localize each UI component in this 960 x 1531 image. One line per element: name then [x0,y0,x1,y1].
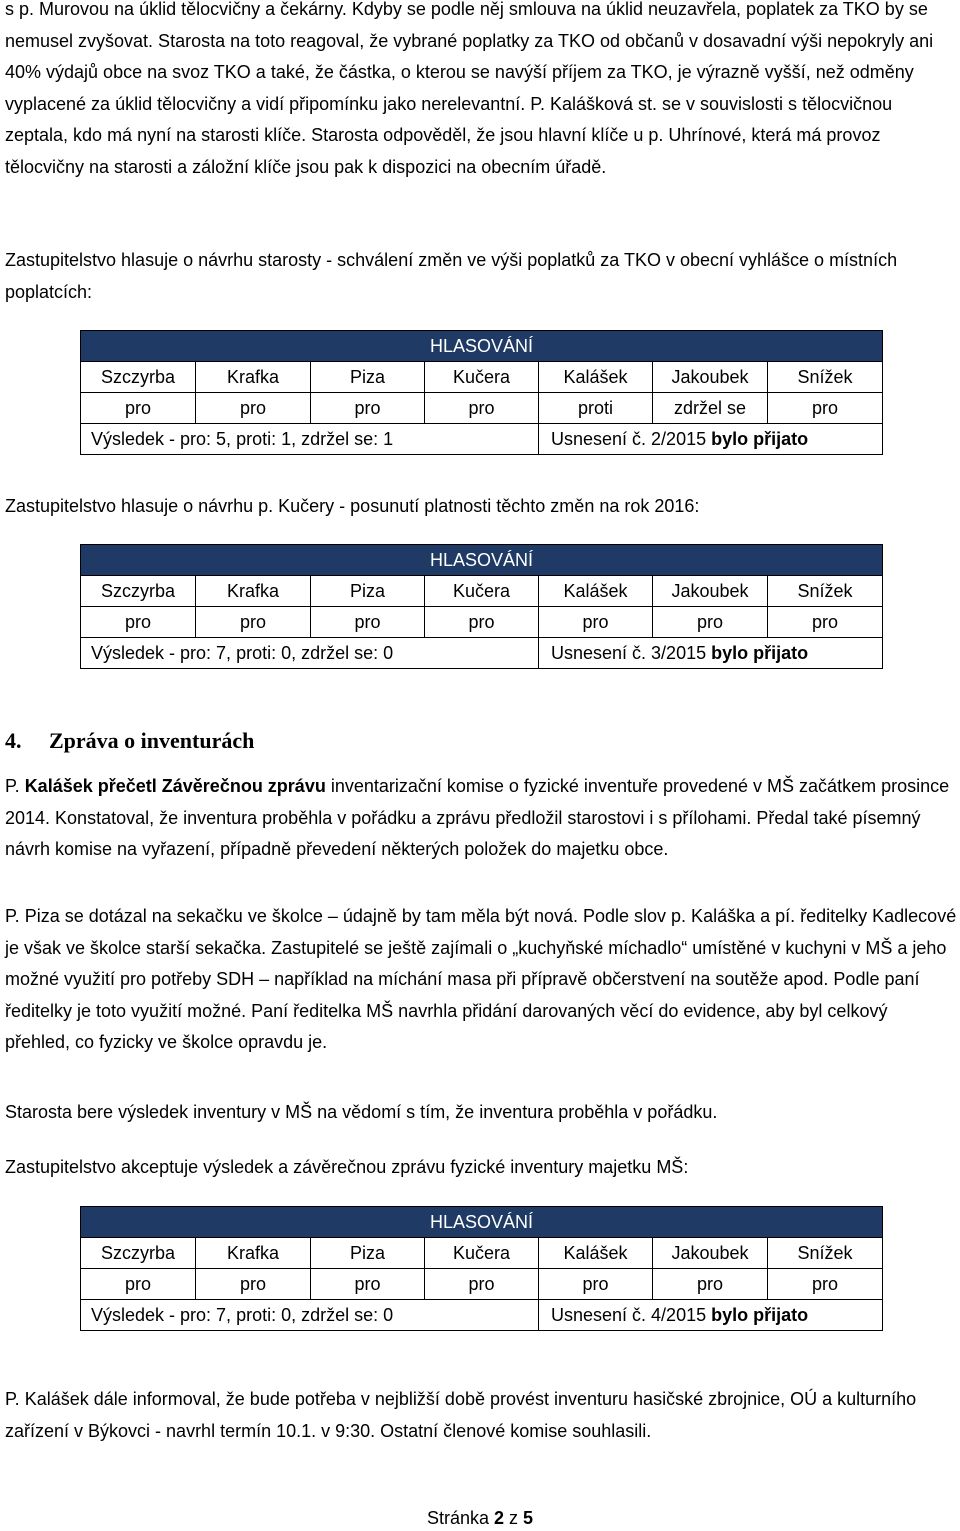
vote-value: pro [311,1269,425,1300]
member-name: Kalášek [539,576,653,607]
vote-table-1 [80,330,883,455]
vote-value: proti [539,393,653,424]
footer-separator: z [504,1508,524,1528]
member-name: Piza [311,362,425,393]
resolution-outcome: bylo přijato [711,642,809,663]
vote-value: pro [196,607,311,638]
resolution-status [539,424,883,455]
total-page-count: 5 [523,1508,534,1528]
vote-value: pro [311,393,425,424]
vote-value: pro [81,393,196,424]
paragraph-tko-discussion [5,0,957,183]
vote-value: zdržel se [653,393,768,424]
vote-result: Výsledek - pro: 7, proti: 0, zdržel se: 0 [81,638,539,669]
resolution-outcome: bylo přijato [711,1304,809,1325]
current-page-number: 2 [494,1508,505,1528]
section-heading [5,728,254,754]
member-name: Jakoubek [653,576,768,607]
member-name: Snížek [768,1238,883,1269]
vote-header: HLASOVÁNÍ [81,545,883,576]
vote-value: pro [425,607,539,638]
member-name: Krafka [196,362,311,393]
resolution-outcome: bylo přijato [711,428,809,449]
paragraph-text: inventarizační komise o fyzické inventuře provedené v MŠ začátkem prosince 2014. Konstatoval, že inventura proběhla v pořádku a zprávu předložil starostovi i s přílohami. Předal také písemný návrh komise na vyřazení, případně převedení některých položek do majetku obce. [5,776,950,859]
vote-value: pro [768,393,883,424]
member-name: Snížek [768,576,883,607]
resolution-status [539,638,883,669]
paragraph-text: s p. Murovou na úklid tělocvičny a čekárny. Kdyby se podle něj smlouva na úklid neuzavřela, poplatek za TKO by se nemusel zvyšovat. Starosta na toto reagoval, že vybrané poplatky za TKO od občanů v dosavadní výši nepokryly ani 40% výdajů obce na svoz TKO a také, že částka, o kterou se navýší příjem za TKO, je výrazně vyšší, než odměny vyplacené za úklid tělocvičny a vidí připomínku jako nerelevantní. P. Kalášková st. se v souvislosti s tělocvičnou zeptala, kdo má nyní na starosti klíče. Starosta odpověděl, že jsou hlavní klíče u p. Uhrínové, která má provoz tělocvičny na starosti a záložní klíče jsou pak k dispozici na obecním úřadě. [5,0,934,177]
vote-table-3 [80,1206,883,1331]
vote-value: pro [539,607,653,638]
member-name: Szczyrba [81,1238,196,1269]
member-name: Szczyrba [81,576,196,607]
member-name: Krafka [196,576,311,607]
member-name: Jakoubek [653,362,768,393]
paragraph-inventory-report [5,771,957,866]
section-title: Zpráva o inventurách [49,728,255,753]
vote-result: Výsledek - pro: 7, proti: 0, zdržel se: 0 [81,1300,539,1331]
paragraph-next-inventory [5,1384,957,1447]
page-footer [0,1508,960,1529]
vote-value: pro [311,607,425,638]
footer-label: Stránka [426,1508,494,1528]
section-number: 4. [5,728,22,753]
member-name: Kalášek [539,1238,653,1269]
member-name: Jakoubek [653,1238,768,1269]
vote-value: pro [539,1269,653,1300]
paragraph-text: Zastupitelstvo hlasuje o návrhu p. Kučery - posunutí platnosti těchto změn na rok 2016: [5,496,700,516]
member-name: Piza [311,1238,425,1269]
vote-header: HLASOVÁNÍ [81,1207,883,1238]
member-name: Kučera [425,1238,539,1269]
resolution-number: Usnesení č. 2/2015 [551,428,712,449]
vote-header: HLASOVÁNÍ [81,331,883,362]
resolution-status [539,1300,883,1331]
paragraph-text: P. Piza se dotázal na sekačku ve školce – údajně by tam měla být nová. Podle slov p. Kaláška a pí. ředitelky Kadlecové je však ve školce starší sekačka. Zastupitelé se ještě zajímali o „kuchyňské míchadlo“ umístěné v kuchyni v MŠ a jeho možné využití pro potřeby SDH – například na míchání masa při přípravě občerstvení na soutěže apod. Podle paní ředitelky je toto využití možné. Paní ředitelka MŠ navrhla přidání darovaných věcí do evidence, aby byl celkový přehled, co fyzicky ve školce opravdu je. [5,906,957,1052]
vote-value: pro [425,1269,539,1300]
paragraph-text: P. [5,776,25,796]
vote-value: pro [196,393,311,424]
member-name: Kučera [425,362,539,393]
resolution-number: Usnesení č. 4/2015 [551,1304,712,1325]
vote-value: pro [768,1269,883,1300]
paragraph-bold-text: Kalášek přečetl Závěrečnou zprávu [24,776,326,796]
member-name: Kučera [425,576,539,607]
paragraph-mower-discussion [5,901,957,1059]
paragraph-vote-intro-1 [5,245,957,308]
paragraph-text: Zastupitelstvo hlasuje o návrhu starosty - schválení změn ve výši poplatků za TKO v obecní vyhlášce o místních poplatcích: [5,250,898,302]
vote-value: pro [768,607,883,638]
vote-value: pro [425,393,539,424]
paragraph-text: Starosta bere výsledek inventury v MŠ na vědomí s tím, že inventura proběhla v pořádku. [5,1102,718,1122]
member-name: Kalášek [539,362,653,393]
vote-value: pro [81,1269,196,1300]
vote-value: pro [81,607,196,638]
member-name: Krafka [196,1238,311,1269]
vote-table-2 [80,544,883,669]
paragraph-vote-intro-3 [5,1152,957,1184]
vote-value: pro [653,1269,768,1300]
resolution-number: Usnesení č. 3/2015 [551,642,712,663]
paragraph-vote-intro-2 [5,491,957,523]
paragraph-text: Zastupitelstvo akceptuje výsledek a závěrečnou zprávu fyzické inventury majetku MŠ: [5,1157,689,1177]
paragraph-mayor-acknowledgement [5,1097,957,1129]
member-name: Piza [311,576,425,607]
vote-value: pro [196,1269,311,1300]
paragraph-text: P. Kalášek dále informoval, že bude potřeba v nejbližší době provést inventuru hasičské zbrojnice, OÚ a kulturního zařízení v Býkovci - navrhl termín 10.1. v 9:30. Ostatní členové komise souhlasili. [5,1389,917,1441]
vote-value: pro [653,607,768,638]
vote-result: Výsledek - pro: 5, proti: 1, zdržel se: 1 [81,424,539,455]
member-name: Szczyrba [81,362,196,393]
member-name: Snížek [768,362,883,393]
